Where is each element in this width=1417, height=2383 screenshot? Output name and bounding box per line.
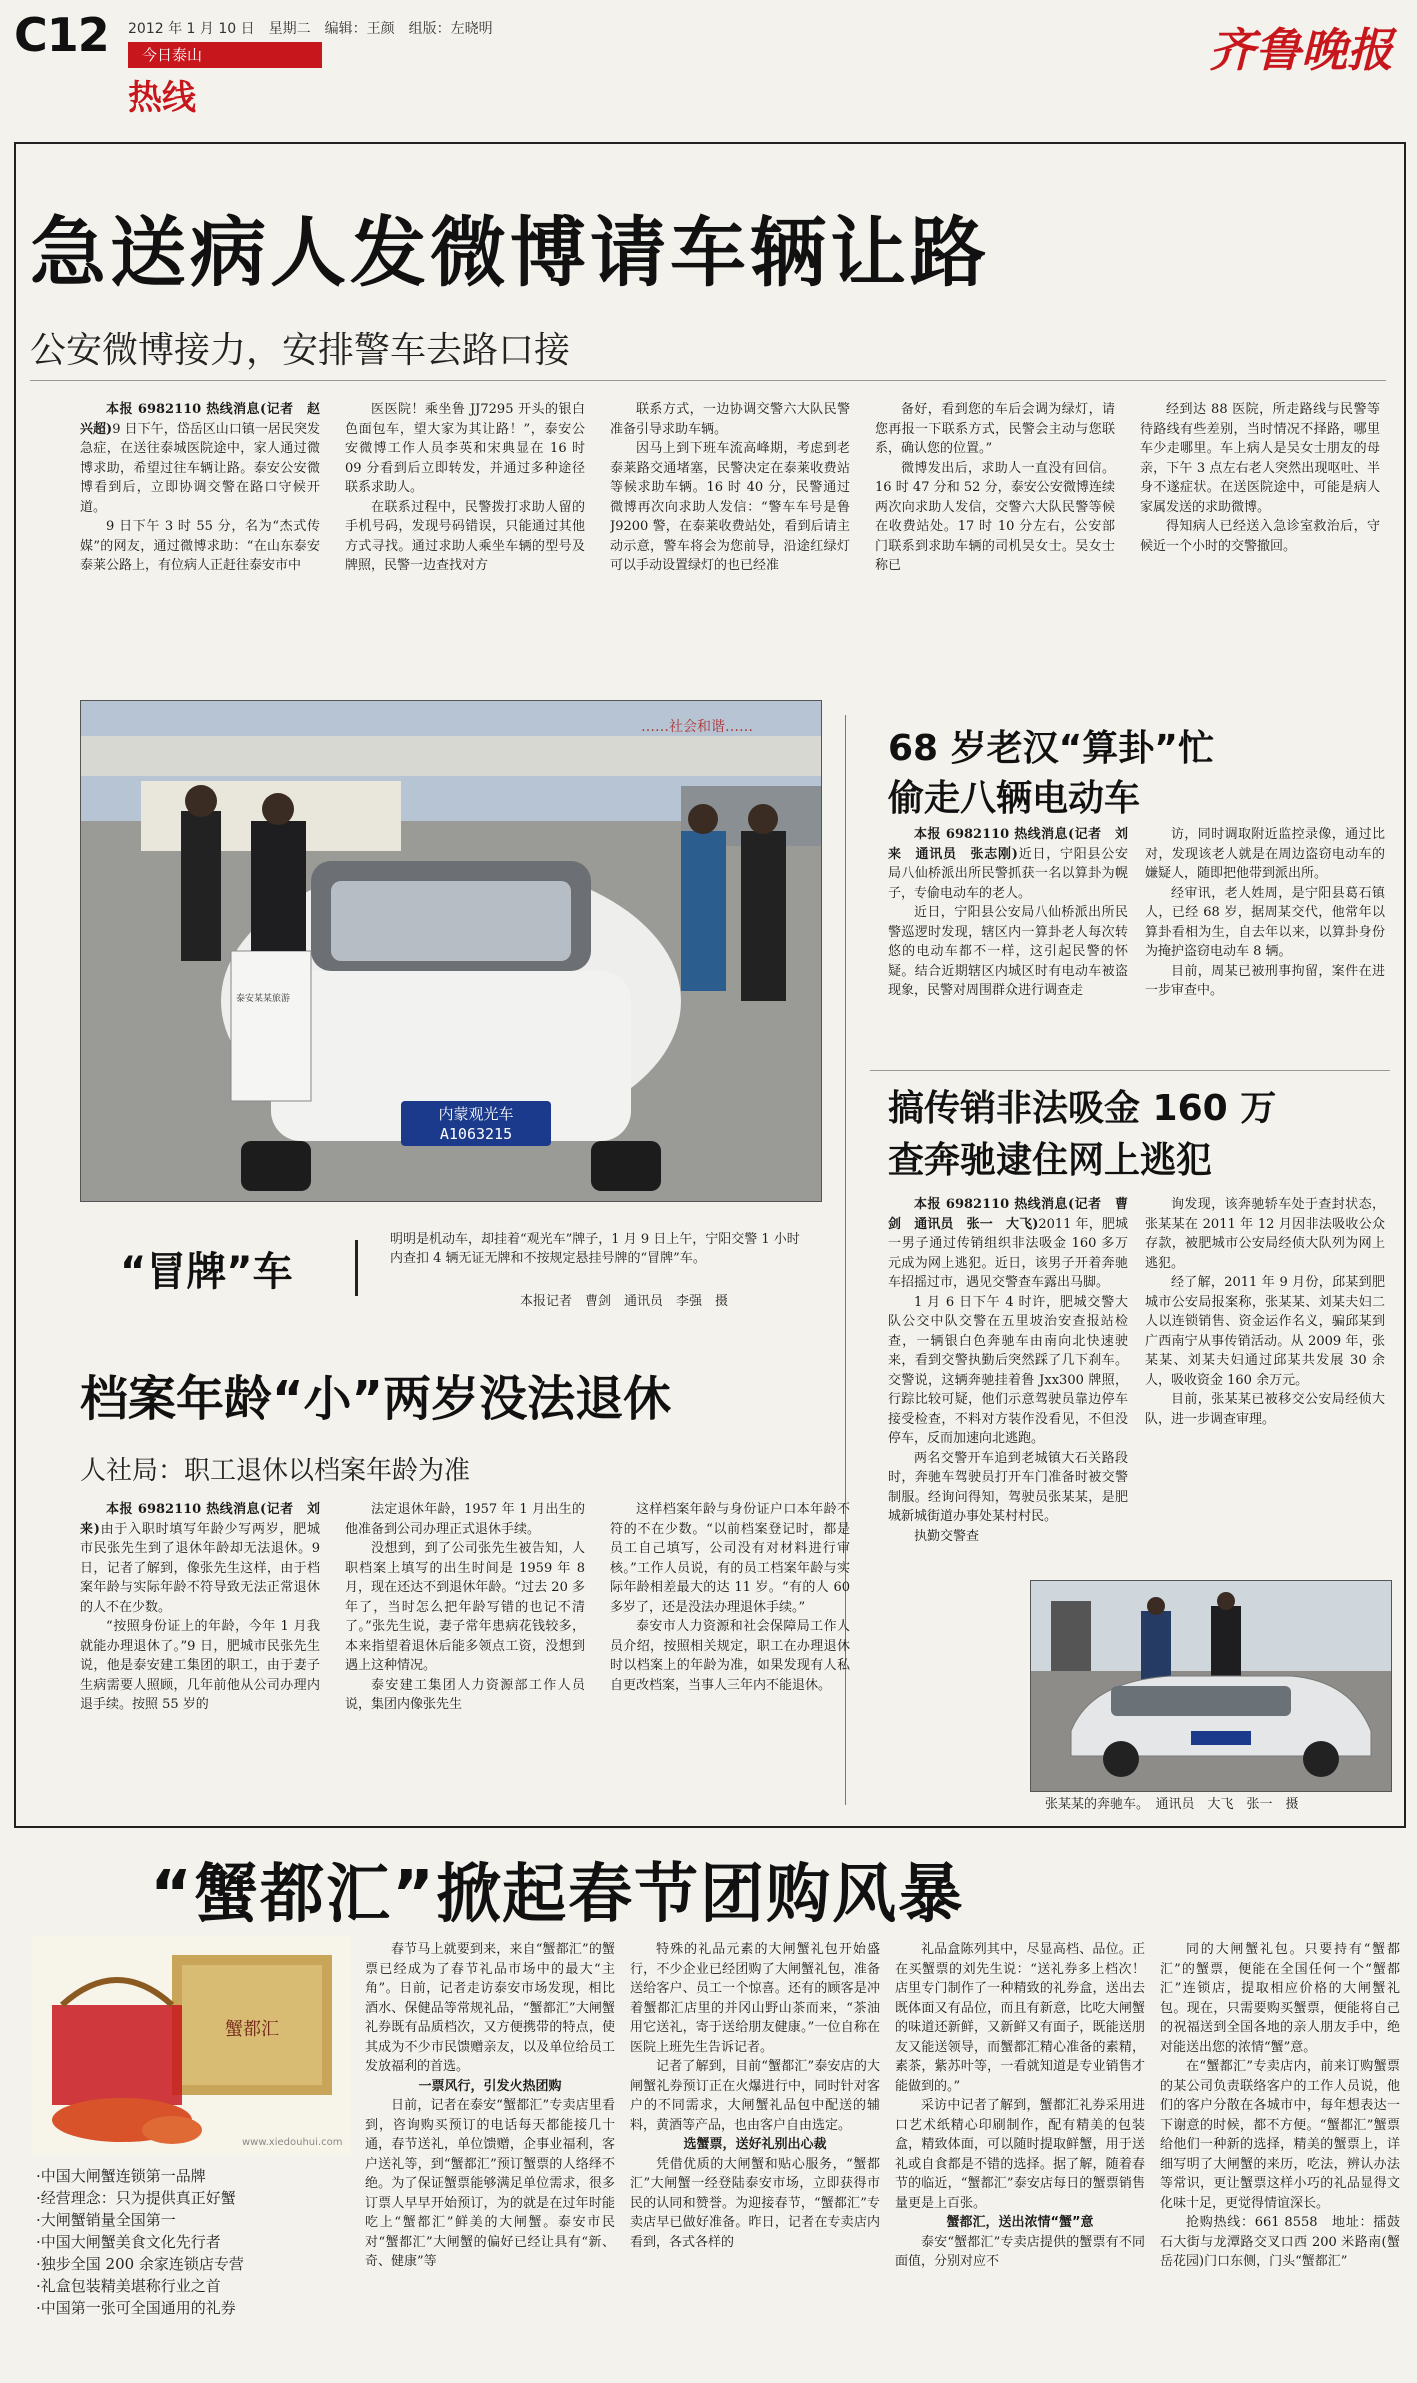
photo-benz-car xyxy=(1030,1580,1392,1792)
paragraph xyxy=(895,2096,1145,2213)
plate-top-text: 内蒙观光车 xyxy=(438,1105,514,1123)
paragraph-text: 经到达 88 医院，所走路线与民警等待路线有些差别，当时情况不择路，哪里车少走哪里。车上病人是吴女士朋友的母亲，下午 3 点左右老人突然出现呕吐、半身不遂症状。在送医院途中，可能是病人家属发送的求助微博。 xyxy=(1140,402,1380,515)
paragraph-text: 记者了解到，目前“蟹都汇”泰安店的大闸蟹礼券预订正在火爆进行中，同时针对客户的不同需求，大闸蟹礼品包中配送的辅料，黄酒等产品，也由客户自由选定。 xyxy=(630,2059,880,2133)
paragraph xyxy=(610,1617,850,1695)
byline: 本报 6982110 热线消息(记者 刘来 通讯员 张志刚) xyxy=(888,827,1128,862)
paragraph xyxy=(365,1940,615,2077)
ad-cols-column xyxy=(1160,1940,1400,2365)
paragraph xyxy=(610,439,850,576)
section-tag: 今日泰山 xyxy=(128,42,322,68)
paragraph-text: 联系方式，一边协调交警六大队民警准备引导求助车辆。 xyxy=(610,402,850,437)
photo1-label-divider xyxy=(355,1240,358,1296)
paragraph xyxy=(888,1449,1128,1527)
paper-name: 齐鲁晚报 xyxy=(1209,23,1393,77)
paragraph xyxy=(630,2057,880,2135)
paragraph xyxy=(1140,400,1380,517)
paragraph-text: 近日，宁阳县公安局八仙桥派出所民警巡逻时发现，辖区内一算卦老人每次转悠的电动车都不一样，这引起民警的怀疑。结合近期辖区内城区时有电动车被盗现象，民警对周围群众进行调查走 xyxy=(888,905,1128,998)
paragraph-text: 经了解，2011 年 9 月份，邱某到肥城市公安局报案称，张某某、刘某夫妇二人以连锁销售、资金运作名义，骗邱某到广西南宁从事传销活动。从 2009 年，张某某、刘某夫妇通过邱某共发展 30 余人，吸收资金 160 余万元。 xyxy=(1145,1275,1385,1388)
subheading: 蟹都汇，送出浓情“蟹”意 xyxy=(946,2215,1094,2230)
paragraph-text: 9 日下午，岱岳区山口镇一居民突发急症，在送往泰城医院途中，家人通过微博求助，希望过往车辆让路。泰安公安微博看到后，立即协调交警在路口守候开道。 xyxy=(80,421,320,515)
paragraph xyxy=(80,517,320,576)
paragraph-text: 春节马上就要到来，来自“蟹都汇”的蟹票已经成为了春节礼品市场中的最大“主角”。日前，记者走访泰安市场发现，相比酒水、保健品等常规礼品，“蟹都汇”大闸蟹礼券既有品质档次，又方便携带的特点，使其成为不少市民馈赠亲友，以及单位给员工发放福利的首选。 xyxy=(365,1942,615,2074)
paragraph xyxy=(895,2233,1145,2272)
ad-bullet-item: ·礼盒包装精美堪称行业之首 xyxy=(36,2277,221,2295)
paragraph-text: 备好，看到您的车后会调为绿灯，请您再报一下联系方式，民警会主动与您联系，确认您的位置。” xyxy=(875,402,1115,456)
paragraph xyxy=(1145,1390,1385,1429)
paragraph xyxy=(80,400,320,517)
paragraph-text: 泰安市人力资源和社会保障局工作人员介绍，按照相关规定，职工在办理退休时以档案上的年龄为准，如果发现有人私自更改档案，当事人三年内不能退休。 xyxy=(610,1619,850,1693)
paragraph-text: 目前，张某某已被移交公安局经侦大队，进一步调查审理。 xyxy=(1145,1392,1385,1427)
paragraph-text: 执勤交警查 xyxy=(914,1528,980,1544)
paragraph-text: “按照身份证上的年龄，今年 1 月我就能办理退休了。”9 日，肥城市民张先生说，他是泰安建工集团的职工，由于妻子生病需要人照顾，几年前他从公司办理内退手续。按照 55 岁的 xyxy=(80,1619,320,1712)
ad-bullet-item: ·独步全国 200 余家连锁店专营 xyxy=(36,2255,244,2273)
car-photo-illustration xyxy=(81,701,821,1201)
paragraph-text: 这样档案年龄与身份证户口本年龄不符的不在少数。“以前档案登记时，都是员工自己填写，公司没有对材料进行审核。”工作人员说，有的员工档案年龄与实际年龄相差最大的达 11 岁。“有的人 60 多岁了，还是没法办理退休手续。” xyxy=(610,1502,850,1615)
paragraph-text: 同的大闸蟹礼包。只要持有“蟹都汇”的蟹票，便能在全国任何一个“蟹都汇”连锁店，提取相应价格的大闸蟹礼包。现在，只需要购买蟹票，便能将自己的祝福送到全国各地的亲人朋友手中，绝对能送出您的浓情“蟹”意。 xyxy=(1160,1942,1400,2055)
paragraph-text: 9 日下午 3 时 55 分，名为“杰式传媒”的网友，通过微博求助：“在山东泰安泰莱公路上，有位病人正赶往泰安市中 xyxy=(80,519,320,573)
section-title: 热线 xyxy=(128,78,196,118)
paragraph-text: 泰安“蟹都汇”专卖店提供的蟹票有不同面值，分别对应不 xyxy=(895,2234,1145,2269)
benz-photo-illustration xyxy=(1031,1581,1391,1791)
paragraph-text: 凭借优质的大闸蟹和贴心服务，“蟹都汇”大闸蟹一经登陆泰安市场，立即获得市民的认同和赞誉。为迎接春节，“蟹都汇”专卖店早已做好准备。昨日，记者在专卖店内看到，各式各样的 xyxy=(630,2156,880,2250)
photo1-label: “冒牌”车 xyxy=(120,1249,293,1295)
paragraph-text: 法定退休年龄，1957 年 1 月出生的他准备到公司办理正式退休手续。 xyxy=(345,1502,585,1537)
paragraph xyxy=(630,1940,880,2057)
ad-bullet-item: ·中国大闸蟹美食文化先行者 xyxy=(36,2233,221,2251)
paragraph xyxy=(1160,2213,1400,2272)
paragraph xyxy=(895,1940,1145,2096)
paragraph xyxy=(1145,884,1385,962)
gift-box-brand: 蟹都汇 xyxy=(225,2019,279,2040)
page-number: C12 xyxy=(14,8,109,62)
paragraph xyxy=(888,1527,1128,1547)
paragraph-text: 医医院！乘坐鲁 JJ7295 开头的银白色面包车，望大家为其让路！”，泰安公安微博工作人员李英和宋典显在 16 时 09 分看到后立即转发，并通过多种途径联系求助人。 xyxy=(345,402,585,495)
paragraph-text: 采访中记者了解到，蟹都汇礼券采用进口艺术纸精心印刷制作，配有精美的包装盒，精致体面，可以随时提取鲜蟹，用于送礼或自食都是不错的选择。据了解，随着春节的临近，“蟹都汇”泰安店每日的蟹票销售量更是上百张。 xyxy=(895,2098,1145,2211)
ad-bullet-item: ·中国大闸蟹连锁第一品牌 xyxy=(36,2167,206,2185)
paragraph xyxy=(888,903,1128,1001)
s1-cols-column xyxy=(875,400,1115,670)
paragraph-text: 两名交警开车追到老城镇大石关路段时，奔驰车驾驶员打开车门准备时被交警制服。经询问得知，驾驶员张某某，是肥城新城街道办事处某村村民。 xyxy=(888,1450,1128,1524)
ad-bullet-list xyxy=(36,2165,356,2319)
ad-gift-box-photo xyxy=(32,1935,350,2155)
paragraph xyxy=(1145,1195,1385,1273)
paragraph xyxy=(888,1293,1128,1449)
photo-overlay-text: ……社会和谐…… xyxy=(641,719,753,735)
paragraph-text: 2011 年，肥城一男子通过传销组织非法吸金 160 多万元成为网上逃犯。近日，该男子开着奔驰车招摇过市，遇见交警查车露出马脚。 xyxy=(888,1216,1128,1290)
photo-fake-plate-car xyxy=(80,700,822,1202)
ad-headline: “蟹都汇”掀起春节团购风暴 xyxy=(150,1858,965,1932)
story1-headline: 急送病人发微博请车辆让路 xyxy=(30,208,990,297)
paragraph xyxy=(345,498,585,576)
paragraph xyxy=(610,400,850,439)
paragraph xyxy=(875,400,1115,459)
paragraph xyxy=(888,825,1128,903)
paragraph-text: 泰安建工集团人力资源部工作人员说，集团内像张先生 xyxy=(345,1677,585,1712)
story1-subhead: 公安微博接力，安排警车去路口接 xyxy=(30,330,571,371)
paragraph xyxy=(365,2096,615,2272)
paragraph xyxy=(1145,1273,1385,1390)
story2-bottom-rule xyxy=(870,1070,1390,1071)
paragraph xyxy=(80,1500,320,1617)
byline: 本报 6982110 热线消息(记者 赵兴超) xyxy=(80,402,320,437)
subheading: 一票风行，引发火热团购 xyxy=(418,2078,562,2094)
paragraph xyxy=(1160,2057,1400,2213)
paragraph xyxy=(1160,1940,1400,2057)
ad-watermark: www.xiedouhui.com xyxy=(242,2137,343,2148)
s4-cols-column xyxy=(610,1500,850,1815)
paragraph-text: 在联系过程中，民警拨打求助人留的手机号码，发现号码错误，只能通过其他方式寻找。通过求助人乘坐车辆的型号及牌照，民警一边查找对方 xyxy=(345,499,585,573)
date-line: 2012 年 1 月 10 日 星期二 编辑：王颜 组版：左晓明 xyxy=(128,21,493,37)
photo1-credit: 本报记者 曹剑 通讯员 李强 摄 xyxy=(520,1294,729,1309)
subheading: 选蟹票，送好礼别出心裁 xyxy=(683,2137,827,2152)
s4-cols-column xyxy=(345,1500,585,1815)
story3-headline-line1: 搞传销非法吸金 160 万 xyxy=(888,1088,1277,1129)
paragraph-text: 特殊的礼品元素的大闸蟹礼包开始盛行，不少企业已经团购了大闸蟹礼包，准备送给客户、员工一个惊喜。还有的顾客是冲着蟹都汇店里的并冈山野山茶而来，“茶油用它送礼，寄于送给朋友健康。”一位自称在医院上班先生告诉记者。 xyxy=(630,1942,880,2055)
paragraph-text: 目前，周某已被刑事拘留，案件在进一步审查中。 xyxy=(1145,963,1385,998)
paragraph-text: 询发现，该奔驰轿车处于查封状态，张某某在 2011 年 12 月因非法吸收公众存款，被肥城市公安局经侦大队列为网上逃犯。 xyxy=(1145,1197,1385,1271)
ad-cols-column xyxy=(365,1940,615,2365)
paragraph xyxy=(345,1676,585,1715)
s1-cols-column xyxy=(80,400,320,670)
paragraph-text: 近日，宁阳县公安局八仙桥派出所民警抓获一名以算卦为幌子，专偷电动车的老人。 xyxy=(888,846,1128,901)
s1-cols-column xyxy=(1140,400,1380,670)
paragraph-text: 日前，记者在泰安“蟹都汇”专卖店里看到，咨询购买预订的电话每天都能接几十通，春节送礼，单位馈赠，企事业福利，客户送礼等，到“蟹都汇”预订蟹票的人络绎不绝。为了保证蟹票能够满足单位需求，很多订票人早早开始预订，为的就是在过年时能吃上“蟹都汇”鲜美的大闸蟹。泰安市民对“蟹都汇”大闸蟹的偏好已经让具有“新、奇、健康”等 xyxy=(365,2098,615,2269)
ad-cols-column xyxy=(630,1940,880,2365)
ad-cols-column xyxy=(895,1940,1145,2365)
photo1-caption: 明明是机动车，却挂着“观光车”牌子，1 月 9 日上午，宁阳交警 1 小时内查扣 4 辆无证无牌和不按规定悬挂号牌的“冒牌”车。 xyxy=(390,1232,800,1266)
paragraph-text: 得知病人已经送入急诊室救治后，守候近一个小时的交警撤回。 xyxy=(1140,519,1380,554)
paragraph xyxy=(875,459,1115,576)
paragraph-text: 没想到，到了公司张先生被告知，人职档案上填写的出生时间是 1959 年 8 月，现在还达不到退休年龄。“过去 20 多年了，当时怎么把年龄写错的也记不清了。”张先生说，妻子常年患病花钱较多，本来指望着退休后能多领点工资，没想到遇上这种情况。 xyxy=(345,1541,585,1673)
s1-cols-column xyxy=(345,400,585,670)
paragraph xyxy=(1145,825,1385,884)
paragraph-text: 访，同时调取附近监控录像，通过比对，发现该老人就是在周边盗窃电动车的嫌疑人，随即把他带到派出所。 xyxy=(1145,827,1385,881)
ad-bullet-item: ·经营理念：只为提供真正好蟹 xyxy=(36,2189,236,2207)
ad-bullet-item: ·大闸蟹销量全国第一 xyxy=(36,2211,176,2229)
door-text: 泰安某某旅游 xyxy=(236,994,291,1004)
paragraph-text: 在“蟹都汇”专卖店内，前来订购蟹票的某公司负责联络客户的工作人员说，他们的客户分散在各城市中，每年想表达一下谢意的时候，都不方便。“蟹都汇”蟹票给他们一种新的选择，精美的蟹票上，详细写明了大闸蟹的来历，吃法，辨认办法等常识，更让蟹票这样小巧的礼品显得文化味十足，更觉得情谊深长。 xyxy=(1160,2059,1400,2211)
gift-box-illustration xyxy=(32,1935,350,2155)
paragraph xyxy=(630,2155,880,2253)
paragraph xyxy=(610,1500,850,1617)
paragraph xyxy=(888,1195,1128,1293)
story1-subhead-rule xyxy=(30,380,1386,381)
paragraph-text: 由于入职时填写年龄少写两岁，肥城市民张先生到了退休年龄却无法退休。9 日，记者了解到，像张先生这样，由于档案年龄与实际年龄不符导致无法正常退休的人不在少数。 xyxy=(80,1521,320,1615)
s3-cols-column xyxy=(1145,1195,1385,1575)
story2-headline-line2: 偷走八辆电动车 xyxy=(888,778,1141,819)
paragraph xyxy=(345,1500,585,1539)
story4-subhead: 人社局：职工退休以档案年龄为准 xyxy=(80,1456,471,1486)
s4-cols-column xyxy=(80,1500,320,1815)
s1-cols-column xyxy=(610,400,850,670)
paragraph xyxy=(1140,517,1380,556)
story2-headline-line1: 68 岁老汉“算卦”忙 xyxy=(888,728,1214,769)
story3-headline-line2: 查奔驰逮住网上逃犯 xyxy=(888,1140,1213,1181)
s2-cols-column xyxy=(1145,825,1385,1060)
paragraph-text: 因马上到下班车流高峰期，考虑到老泰莱路交通堵塞，民警决定在泰莱收费站等候求助车辆。16 时 40 分，民警通过微博再次向求助人发信：“警车车号是鲁 J9200 警，在泰莱收费站处，看到后请主动示意，警车将会为您前导，沿途红绿灯可以手动设置绿灯的也已经准 xyxy=(610,441,850,573)
byline: 本报 6982110 热线消息(记者 刘来) xyxy=(80,1502,320,1537)
s2-cols-column xyxy=(888,825,1128,1060)
paragraph-text: 礼品盒陈列其中，尽显高档、品位。正在买蟹票的刘先生说：“送礼券多上档次！店里专门制作了一种精致的礼券盒，送出去既体面又有品位，而且有新意，比吃大闸蟹的味道还新鲜，又新鲜又有面子，既能送朋友又能送领导，而蟹都汇精心准备的素精，素茶，紫苏叶等，一看就知道是专业销售才能做到的。” xyxy=(895,1942,1145,2094)
story4-headline: 档案年龄“小”两岁没法退休 xyxy=(80,1371,672,1427)
paragraph xyxy=(80,1617,320,1715)
paragraph xyxy=(345,400,585,498)
plate-bottom-text: A1063215 xyxy=(439,1125,513,1143)
story3-photo-caption: 张某某的奔驰车。 通讯员 大飞 张一 摄 xyxy=(1045,1797,1299,1812)
paragraph xyxy=(345,1539,585,1676)
ad-bullet-item: ·中国第一张可全国通用的礼券 xyxy=(36,2299,236,2317)
paragraph-text: 抢购热线：661 8558 地址：擂鼓石大街与龙潭路交叉口西 200 米路南(蟹岳花园)门口东侧，门头“蟹都汇” xyxy=(1160,2215,1400,2269)
paragraph-text: 经审讯，老人姓周，是宁阳县葛石镇人，已经 68 岁，据周某交代，他常年以算卦看相为生，自去年以来，以算卦身份为掩护盗窃电动车 8 辆。 xyxy=(1145,885,1385,959)
paragraph-text: 微博发出后，求助人一直没有回信。16 时 47 分和 52 分，泰安公安微博连续两次向求助人发信，交警六大队民警等候在收费站处。17 时 10 分左右，公安部门联系到求助车辆的司机吴女士。吴女士称已 xyxy=(875,460,1115,573)
byline: 本报 6982110 热线消息(记者 曹剑 通讯员 张一 大飞) xyxy=(888,1197,1128,1232)
paragraph-text: 1 月 6 日下午 4 时许，肥城交警大队公交中队交警在五里坡治安查报站检查，一辆银白色奔驰车由南向北快速驶来，看到交警执勤后突然踩了几下刹车。交警说，这辆奔驰挂着鲁 Jxx300 牌照，行踪比较可疑，他们示意驾驶员靠边停车接受检查，不料对方装作没看见，不但没停车，反而加速向北逃跑。 xyxy=(888,1294,1128,1446)
paragraph xyxy=(1145,962,1385,1001)
